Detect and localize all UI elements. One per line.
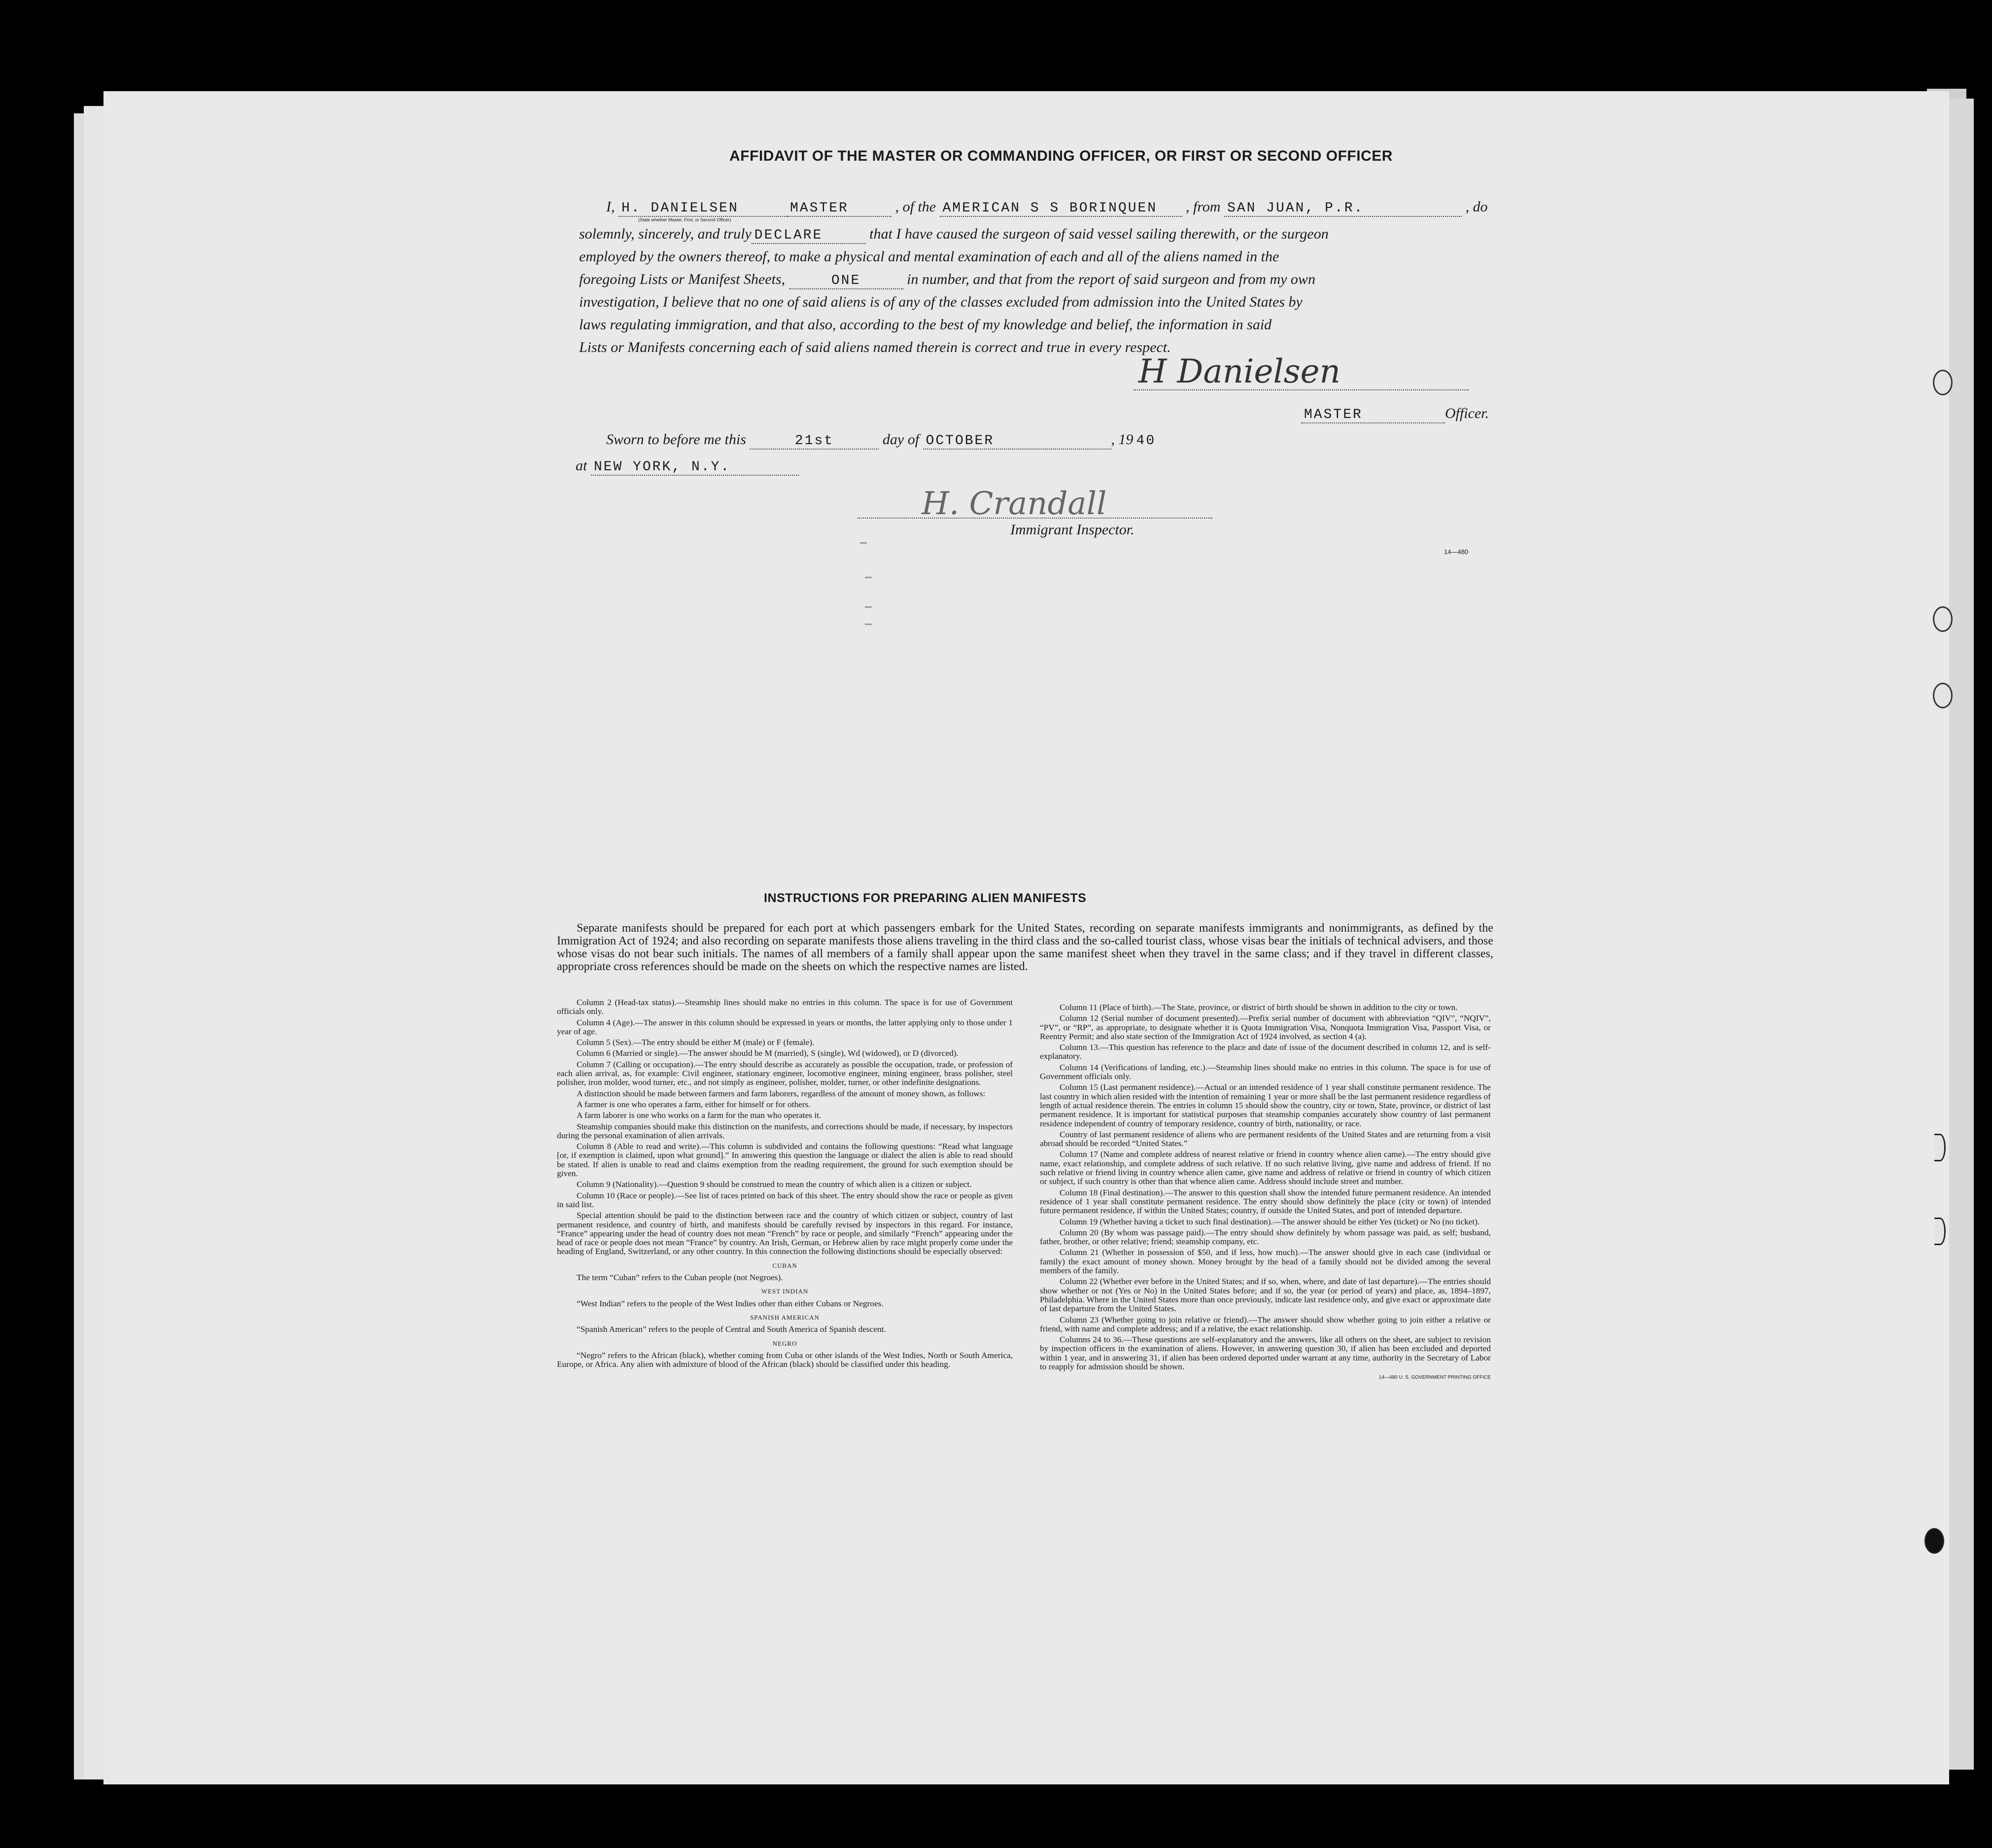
sworn-year-field: 40 (1136, 433, 1156, 449)
binder-hole-icon (1933, 370, 1953, 395)
instruction-paragraph: Column 21 (Whether in possession of $50, and if less, how much).—The answer should give in each case (individual or family) the exact amount of money shown. Money brought by the head of a family should not be divided among the several members of the family. (1040, 1248, 1491, 1276)
instruction-paragraph: Country of last permanent residence of aliens who are permanent residents of the United States and are returning from a visit abroad should be recorded “United States.” (1040, 1129, 1491, 1149)
affidavit-text: foregoing Lists or Manifest Sheets, (579, 271, 786, 287)
instruction-paragraph: Column 19 (Whether having a ticket to such final destination).—The answer should be either Yes (ticket) or No (no ticket). (1060, 1217, 1480, 1226)
instruction-paragraph: Column 20 (By whom was passage paid).—The entry should show definitely by whom passage was paid, as self; husband, father, brother, or other relative; friend; steamship company, etc. (1040, 1227, 1491, 1247)
instruction-paragraph: Column 2 (Head-tax status).—Steamship lines should make no entries in this column. The space is for use of Government officials only. (557, 998, 1013, 1016)
instruction-paragraph: Column 7 (Calling or occupation).—The entry should describe as accurately as possible the occupation, trade, or profession of each alien arrival, as, for example: Civil engineer, stationary engineer, locomotive engineer, mining engineer, brass polisher, steel polisher, iron molder, wood turner, etc., and not simply as engineer, polisher, molder, turner, or other indefinite designations. (557, 1059, 1013, 1087)
signature-line (1133, 389, 1469, 390)
instruction-paragraph: Column 4 (Age).—The answer in this column should be expressed in years or months, the latter applying only to those under 1 year of age. (557, 1017, 1013, 1036)
sheets-count-field: ONE (789, 273, 903, 289)
affidavit-text: , do (1465, 199, 1488, 215)
at-label: at (576, 457, 587, 474)
west-indian-heading: WEST INDIAN (761, 1288, 809, 1295)
instruction-paragraph: Column 18 (Final destination).—The answer to this question shall show the intended future permanent residence. An intended residence of 1 year shall constitute permanent residence. The entry should show definitely the place (city or town) of intended future permanent residence, if within the United States; country, if outside the United States, and port of intended departure. (1040, 1187, 1491, 1216)
instruction-paragraph: Column 14 (Verifications of landing, etc.).—Steamship lines should make no entries in this column. The space is for use of Government officials only. (1040, 1062, 1491, 1081)
binder-hole-icon (1924, 1528, 1944, 1554)
instruction-paragraph: A farm laborer is one who works on a farm for the man who operates it. (577, 1111, 822, 1120)
affidavit-text: that I have caused the surgeon of said vessel sailing therewith, or the surgeon (869, 226, 1329, 242)
instruction-paragraph: Column 12 (Serial number of document presented).—Prefix serial number of document with abbreviation “QIV”, “NQIV”, “PV”, or “RP”, as appropriate, to designate whether it is Quota Immigration Visa, Nonquota Immigration Visa, Passport Visa, or Reentry Permit; and also state section of the Immigration Act of 1924 involved, as section 4 (a). (1040, 1013, 1491, 1041)
affidavit-text: , 19 (1111, 431, 1133, 448)
affidavit-title: AFFIDAVIT OF THE MASTER OR COMMANDING OFFICER, OR FIRST OR SECOND OFFICER (729, 148, 1393, 164)
affidavit-line-7: Lists or Manifests concerning each of said aliens named therein is correct and true in every respect. (579, 339, 1171, 355)
instruction-paragraph: Column 15 (Last permanent residence).—Actual or an intended residence of 1 year shall constitute permanent residence. The last country in which alien resided with the intention of remaining 1 year or more shall be the last permanent residence regardless of length of actual residence therein. The entries in column 15 should show the country, city or town, State, province, or district of last permanent residence. It is important for statistical purposes that steamship companies accurately show country of last permanent residence independent of country of temporary residence, country of birth, nationality, or race. (1040, 1082, 1491, 1128)
instructions-right-column (1040, 1003, 1491, 1385)
instruction-paragraph: Special attention should be paid to the distinction between race and the country of which citizen or subject, country of last permanent residence, and country of birth, and manifests should be carefully revised by inspectors in this regard. For instance, “France” appearing under the head of country does not mean “French” by race or people, and similarly “French” appearing under the head of race or people does not mean “France” by country. An Irish, German, or Hebrew alien by race might properly come under the heading of England, Switzerland, or any other country. In this connection the following distinctions should be especially observed: (557, 1211, 1013, 1256)
instructions-intro: Separate manifests should be prepared for each port at which passengers embark for the United States, recording on separate manifests immigrants and nonimmigrants, as defined by the Immigration Act of 1924; and also recording on separate manifests those aliens traveling in the third class and the so-called tourist class, whose visas bear the initials of technical advisers, and those whose visas do not bear such initials. The names of all members of a family shall appear upon the same manifest sheet when they travel in the same class; and if they travel in different classes, appropriate cross references should be made on the sheets on which the respective names are listed. (557, 922, 1493, 973)
rank-field: MASTER (787, 201, 892, 217)
affidavit-line-2 (579, 226, 1329, 244)
negro-text: “Negro” refers to the African (black), whether coming from Cuba or other islands of the West Indies, North or South America, Europe, or Africa. Any alien with admixture of blood of the African (black) should be classified under this heading. (557, 1350, 1013, 1369)
affidavit-text: I, (606, 199, 615, 215)
instruction-paragraph: Column 17 (Name and complete address of nearest relative or friend in country whence alien came).—The entry should give name, exact relationship, and complete address of such relative. If no such relative living, give name and address of friend. If no such relative or friend living in country whence alien came, give name and address of relative or friend in country of which citizen or subject, if such country is other than that whence alien came. Address should include street and number. (1040, 1150, 1491, 1186)
instructions-left-column (557, 998, 1013, 1371)
declare-field: DECLARE (752, 228, 866, 244)
sworn-month-field: OCTOBER (923, 433, 1111, 450)
instruction-paragraph: Column 11 (Place of birth).—The State, province, or district of birth should be shown in addition to the city or town. (1060, 1003, 1458, 1012)
binder-hole-icon (1933, 606, 1953, 632)
sworn-day-field: 21st (750, 433, 879, 450)
instruction-paragraph: Column 6 (Married or single).—The answer should be M (married), S (single), Wd (widowed), or D (divorced). (577, 1048, 959, 1058)
sworn-place-line (576, 457, 799, 476)
instruction-paragraph: Column 9 (Nationality).—Question 9 should be construed to mean the country of which alien is a citizen or subject. (577, 1180, 972, 1189)
stamp-mark (865, 577, 872, 578)
instruction-paragraph: Column 23 (Whether going to join relative or friend).—The answer should show whether going to join either a relative or friend, with name and complete address; and if a relative, the exact relationship. (1040, 1315, 1491, 1333)
affidavit-text: , of the (895, 199, 936, 215)
affidavit-text: , from (1186, 199, 1221, 215)
port-field: SAN JUAN, P.R. (1224, 201, 1462, 217)
sworn-line (606, 431, 1159, 450)
instruction-paragraph: Steamship companies should make this distinction on the manifests, and corrections should be made, if necessary, by inspectors during the personal examination of alien arrivals. (557, 1121, 1013, 1140)
officer-title-field: MASTER (1301, 407, 1445, 423)
officer-suffix: Officer. (1445, 405, 1489, 421)
instruction-paragraph: Columns 24 to 36.—These questions are self-explanatory and the answers, like all others on the sheet, are subject to revision by inspection officers in the examination of aliens. However, in answering question 30, if alien has been excluded and deported within 1 year, and in answering 31, if alien has been ordered deported under warrant at any time, authority in the Secretary of Labor to reapply for admission should be shown. (1040, 1335, 1491, 1371)
affidavit-line-3: employed by the owners thereof, to make a physical and mental examination of each and all of the aliens named in the (579, 248, 1279, 265)
stamp-mark (860, 542, 867, 544)
rank-note: (State whether Master, First, or Second Officer) (638, 217, 731, 222)
inspector-title: Immigrant Inspector. (1010, 522, 1134, 538)
west-indian-text: “West Indian” refers to the people of the West Indies other than either Cubans or Negroes. (577, 1298, 884, 1308)
affidavit-line-1 (606, 199, 1488, 217)
master-signature: H Danielsen (1138, 352, 1341, 390)
binder-hole-icon (1934, 1218, 1946, 1245)
instruction-paragraph: A farmer is one who operates a farm, either for himself or for others. (577, 1099, 811, 1109)
affidavit-text: in number, and that from the report of said surgeon and from my own (907, 271, 1315, 287)
negro-heading: NEGRO (772, 1339, 797, 1347)
instruction-paragraph: Column 10 (Race or people).—See list of races printed on back of this sheet. The entry should show the race or people as given in said list. (557, 1190, 1013, 1209)
vessel-field: AMERICAN S S BORINQUEN (940, 201, 1182, 217)
stamp-mark (865, 624, 872, 625)
stamp-mark (865, 606, 872, 608)
instruction-paragraph: A distinction should be made between farmers and farm laborers, regardless of the amount of money shown, as follows: (577, 1088, 986, 1098)
instruction-paragraph: Column 13.—This question has reference to the place and date of issue of the document described in column 12, and is self-explanatory. (1040, 1043, 1491, 1061)
affidavit-text: Sworn to before me this (606, 431, 746, 448)
affidavit-line-5: investigation, I believe that no one of said aliens is of any of the classes excluded from admission into the United States by (579, 294, 1303, 310)
footer-imprint: 14—480 U. S. GOVERNMENT PRINTING OFFICE (1378, 1375, 1491, 1381)
signature-line (858, 518, 1212, 519)
instructions-title: INSTRUCTIONS FOR PREPARING ALIEN MANIFESTS (764, 891, 1087, 905)
affidavit-text: day of (882, 431, 920, 448)
affidavit-line-4 (579, 271, 1315, 289)
master-name-field: H. DANIELSEN (618, 201, 787, 217)
instruction-paragraph: Column 8 (Able to read and write).—This column is subdivided and contains the following questions: “Read what language [or, if exemption is claimed, upon what ground].” In answering this question the language or dialect the alien is able to read should be stated. If alien is unable to read and claims exemption from the reading requirement, the ground for such exemption should be given. (557, 1142, 1013, 1179)
officer-line (1301, 405, 1489, 423)
cuban-heading: CUBAN (772, 1261, 797, 1269)
form-number: 14—480 (1444, 548, 1469, 556)
affidavit-line-6: laws regulating immigration, and that also, according to the best of my knowledge and belief, the information in said (579, 316, 1272, 333)
spanish-american-text: “Spanish American” refers to the people of Central and South America of Spanish descent. (577, 1325, 886, 1334)
affidavit-text: solemnly, sincerely, and truly (579, 226, 752, 242)
inspector-signature: H. Crandall (922, 486, 1107, 522)
instruction-paragraph: Column 5 (Sex).—The entry should be either M (male) or F (female). (577, 1038, 815, 1047)
binder-hole-icon (1933, 683, 1953, 708)
binder-hole-icon (1934, 1134, 1946, 1161)
cuban-text: The term “Cuban” refers to the Cuban people (not Negroes). (577, 1273, 783, 1283)
sworn-place-field: NEW YORK, N.Y. (591, 459, 799, 476)
spanish-american-heading: SPANISH AMERICAN (750, 1313, 820, 1321)
instruction-paragraph: Column 22 (Whether ever before in the United States; and if so, when, where, and date of last departure).—The entries should show whether or not (Yes or No) in the United States before; and if so, the year (or period of years) and place, as, 1894–1897, Philadelphia. Where in the United States more than once previously, indicate last residence only, and give exact or approximate date of last departure from the United States. (1040, 1277, 1491, 1314)
